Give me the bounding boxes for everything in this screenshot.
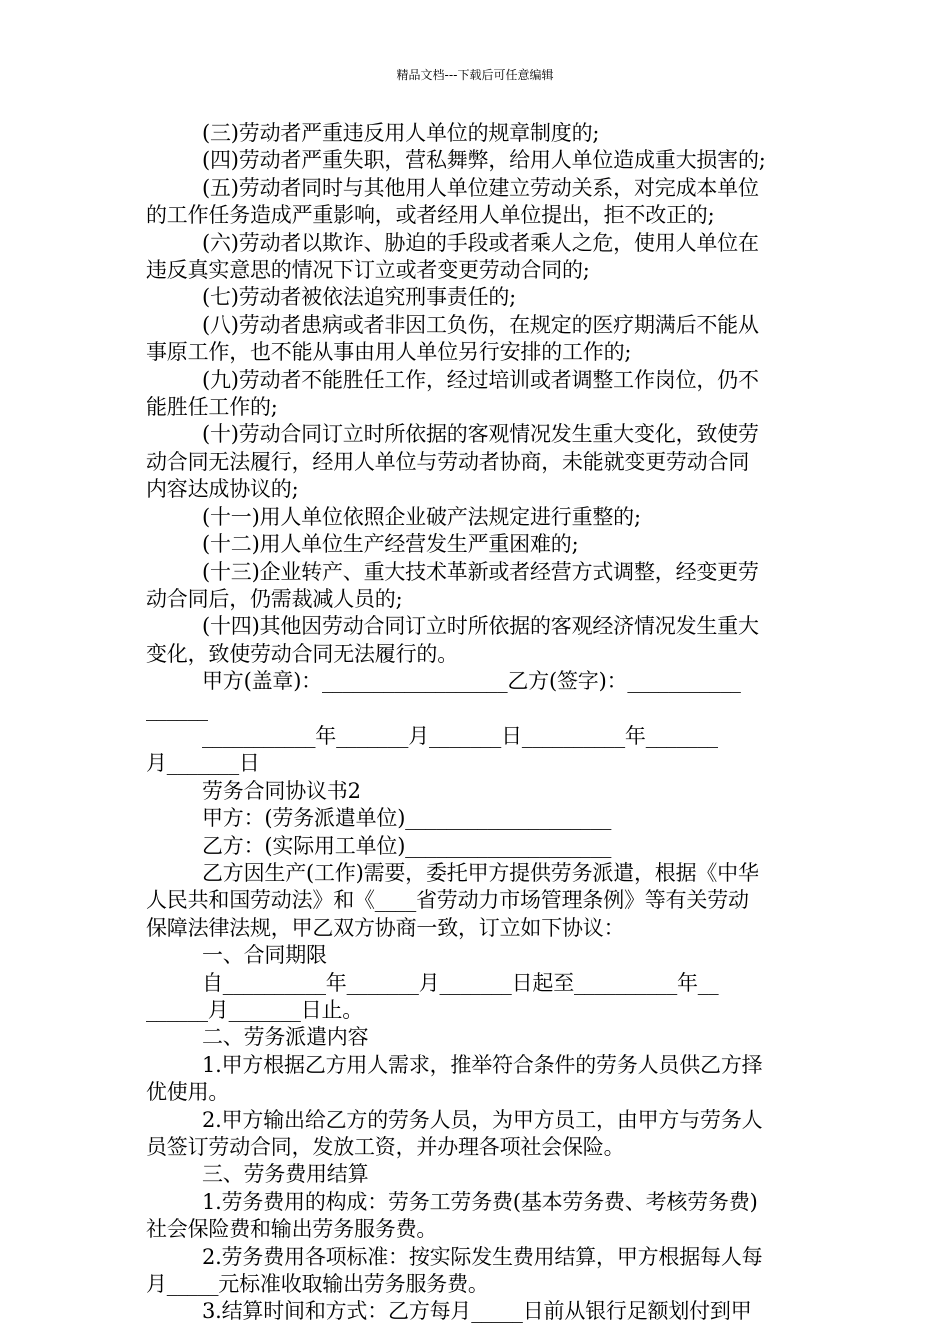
- document-body: [146, 120, 816, 1326]
- text-line: (十三)企业转产、重大技术革新或者经营方式调整，经变更劳: [202, 559, 759, 584]
- text-line: (三)劳动者严重违反用人单位的规章制度的;: [202, 121, 600, 145]
- text-line: ___________年_______月_______日__________年_______: [202, 723, 718, 748]
- text-line: 自__________年_______月_______日起至__________年__: [202, 970, 719, 995]
- text-line: 三、劳务费用结算: [202, 1162, 369, 1187]
- text-line: 员签订劳动合同，发放工资，并办理各项社会保险。: [146, 1135, 625, 1160]
- text-line: 二、劳务派遣内容: [202, 1025, 369, 1050]
- text-line: (七)劳动者被依法追究刑事责任的;: [202, 285, 517, 310]
- text-line: 乙方因生产(工作)需要，委托甲方提供劳务派遣，根据《中华: [202, 860, 759, 885]
- text-line: 1.劳务费用的构成：劳务工劳务费(基本劳务费、考核劳务费): [202, 1189, 758, 1214]
- text-line: 社会保险费和输出劳务服务费。: [146, 1217, 438, 1242]
- text-line: 劳务合同协议书2: [202, 778, 361, 803]
- text-line: 乙方：(实际用工单位)____________________: [202, 833, 612, 858]
- text-line: 2.劳务费用各项标准：按实际发生费用结算，甲方根据每人每: [202, 1244, 763, 1269]
- text-line: 2.甲方输出给乙方的劳务人员，为甲方员工，由甲方与劳务人: [202, 1107, 763, 1132]
- text-line: (四)劳动者严重失职，营私舞弊，给用人单位造成重大损害的;: [202, 148, 766, 173]
- text-line: (十四)其他因劳动合同订立时所依据的客观经济情况发生重大: [202, 614, 759, 639]
- text-line: 月_____元标准收取输出劳务服务费。: [146, 1272, 489, 1297]
- text-line: (六)劳动者以欺诈、胁迫的手段或者乘人之危，使用人单位在: [202, 230, 759, 255]
- text-line: 动合同后，仍需裁减人员的;: [146, 586, 403, 611]
- text-line: 的工作任务造成严重影响，或者经用人单位提出，拒不改正的;: [146, 203, 715, 228]
- text-line: 违反真实意思的情况下订立或者变更劳动合同的;: [146, 258, 590, 283]
- text-line: 能胜任工作的;: [146, 395, 278, 420]
- text-line: 优使用。: [146, 1080, 230, 1105]
- text-line: (九)劳动者不能胜任工作，经过培训或者调整工作岗位，仍不: [202, 367, 759, 392]
- text-line: 保障法律法规，甲乙双方协商一致，订立如下协议：: [146, 915, 625, 940]
- text-line: 动合同无法履行，经用人单位与劳动者协商，未能就变更劳动合同: [146, 449, 750, 474]
- text-line: 变化，致使劳动合同无法履行的。: [146, 641, 458, 666]
- text-line: 一、合同期限: [202, 943, 327, 968]
- text-line: 甲方：(劳务派遣单位)____________________: [202, 806, 612, 831]
- text-line: 人民共和国劳动法》和《____省劳动力市场管理条例》等有关劳动: [146, 888, 749, 913]
- page-header: 精品文档---下载后可任意编辑: [396, 68, 554, 82]
- text-line: 月_______日: [146, 751, 260, 776]
- text-line: (十一)用人单位依照企业破产法规定进行重整的;: [202, 504, 641, 529]
- text-line: (八)劳动者患病或者非因工负伤，在规定的医疗期满后不能从: [202, 312, 759, 337]
- text-line: 甲方(盖章)：__________________乙方(签字)：___________: [202, 669, 741, 694]
- text-line: (十)劳动合同订立时所依据的客观情况发生重大变化，致使劳: [202, 422, 759, 447]
- text-line: (十二)用人单位生产经营发生严重困难的;: [202, 532, 579, 557]
- text-line: 事原工作，也不能从事由用人单位另行安排的工作的;: [146, 340, 632, 365]
- text-line: (五)劳动者同时与其他用人单位建立劳动关系，对完成本单位: [202, 175, 759, 200]
- text-line: ______月_______日止。: [146, 998, 364, 1022]
- text-line: 内容达成协议的;: [146, 477, 299, 502]
- text-line: 1.甲方根据乙方用人需求，推举符合条件的劳务人员供乙方择: [202, 1052, 763, 1077]
- text-line: 3.结算时间和方式：乙方每月_____日前从银行足额划付到甲: [202, 1299, 752, 1324]
- text-line: ______: [146, 696, 208, 721]
